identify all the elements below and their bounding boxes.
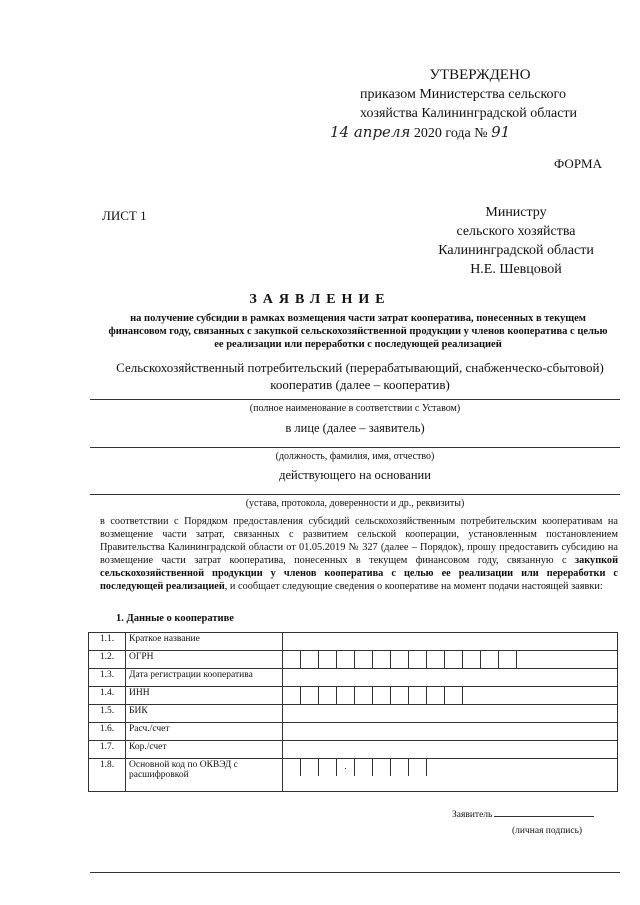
- row-number: 1.5.: [89, 705, 126, 723]
- form-label: ФОРМА: [554, 156, 602, 171]
- signature-line[interactable]: [494, 808, 594, 817]
- approval-title: УТВЕРЖДЕНО: [429, 67, 531, 83]
- signature-caption: (личная подпись): [512, 826, 583, 836]
- section-title: 1. Данные о кооперативе: [116, 613, 234, 624]
- paragraph-text-end: , и сообщает следующие сведения о кооперативе на момент подачи настоящей заявки:: [224, 581, 603, 592]
- row-number: 1.7.: [89, 741, 126, 759]
- table-row: [89, 741, 618, 759]
- ogrn-digit-cells: [283, 651, 617, 668]
- table-row: [89, 633, 618, 651]
- approval-date: [330, 123, 620, 143]
- table-row: [89, 705, 618, 723]
- row-label: Основной код по ОКВЭД с расшифровкой: [126, 759, 283, 792]
- settlement-account-field[interactable]: [283, 723, 618, 741]
- handwritten-date: 14 апреля: [330, 123, 411, 141]
- document-subtitle: на получение субсидии в рамках возмещения части затрат кооператива, понесенных в текущем финансовом году, связанных с закупкой сельскохозяйственной продукции у членов кооператива с целью ее реализации или переработки с последующей реализацией: [108, 313, 608, 350]
- coop-text: Сельскохозяйственный потребительский (перерабатывающий, снабженческо-сбытовой) кооператив (далее – кооператив): [116, 360, 604, 392]
- table-row: [89, 651, 618, 669]
- row-number: 1.3.: [89, 669, 126, 687]
- row-number: 1.1.: [89, 633, 126, 651]
- row-label: Краткое название: [126, 633, 283, 651]
- addressee-line: Министру: [485, 205, 547, 220]
- bik-field[interactable]: [283, 705, 618, 723]
- addressee-name: Н.Е. Шевцовой: [470, 262, 562, 277]
- in-person-text: в лице (далее – заявитель): [285, 421, 425, 435]
- row-number: 1.4.: [89, 687, 126, 705]
- applicant-signature: [452, 808, 594, 820]
- row-label: ОГРН: [126, 651, 283, 669]
- request-paragraph: [100, 515, 618, 593]
- approval-order: приказом Министерства сельского: [360, 87, 566, 102]
- addressee-block: [416, 203, 616, 279]
- addressee-line: Калининградской области: [438, 243, 594, 258]
- addressee-line: сельского хозяйства: [456, 224, 576, 239]
- ogrn-field[interactable]: [283, 651, 618, 669]
- document-title: ЗАЯВЛЕНИЕ: [249, 292, 391, 307]
- table-row: [89, 723, 618, 741]
- caption-position: (должность, фамилия, имя, отчество): [275, 451, 435, 462]
- approval-ministry: хозяйства Калининградской области: [360, 106, 578, 121]
- signature-label: Заявитель: [452, 810, 493, 820]
- short-name-field[interactable]: [283, 633, 618, 651]
- fill-line-fullname[interactable]: [90, 399, 620, 400]
- inn-field[interactable]: [283, 687, 618, 705]
- okved-field[interactable]: [283, 759, 618, 792]
- okved-digit-cells: .: [283, 759, 617, 777]
- row-label: Расч./счет: [126, 723, 283, 741]
- row-label: Кор./счет: [126, 741, 283, 759]
- row-number: 1.6.: [89, 723, 126, 741]
- correspondent-account-field[interactable]: [283, 741, 618, 759]
- fill-line-position[interactable]: [90, 447, 620, 448]
- approval-block: [330, 66, 620, 143]
- row-number: 1.8.: [89, 759, 126, 792]
- sheet-label: ЛИСТ 1: [102, 208, 147, 223]
- row-label: БИК: [126, 705, 283, 723]
- table-row: [89, 669, 618, 687]
- acting-basis-text: действующего на основании: [279, 468, 431, 482]
- printed-date: 2020 года №: [413, 126, 488, 141]
- row-number: 1.2.: [89, 651, 126, 669]
- caption-documents: (устава, протокола, доверенности и др., реквизиты): [245, 498, 465, 509]
- handwritten-number: 91: [491, 123, 511, 141]
- fill-line-documents[interactable]: [90, 494, 620, 495]
- footer-rule: [90, 872, 620, 873]
- inn-digit-cells: [283, 687, 617, 704]
- registration-date-field[interactable]: [283, 669, 618, 687]
- paragraph-bold-text: закупкой сельскохозяйственной продукции у членов кооператива с целью ее реализации или переработки с последующей реализацией: [100, 555, 619, 592]
- row-label: Дата регистрации кооператива: [126, 669, 283, 687]
- caption-fullname: (полное наименование в соответствии с Уставом): [249, 403, 461, 414]
- row-label: ИНН: [126, 687, 283, 705]
- table-row: [89, 687, 618, 705]
- coop-data-table: [88, 632, 618, 792]
- paragraph-text: в соответствии с Порядком предоставления субсидий сельскохозяйственным потребительским кооперативам на возмещение части затрат, связанных с развитием сельской кооперации, установленным постановлением Правительства Калининградской области от 01.05.2019 № 327 (далее – Порядок), прошу предоставить субсидию на возмещение части затрат кооператива, понесенных в текущем финансовом году, связанную с: [100, 516, 618, 566]
- table-row: [89, 759, 618, 792]
